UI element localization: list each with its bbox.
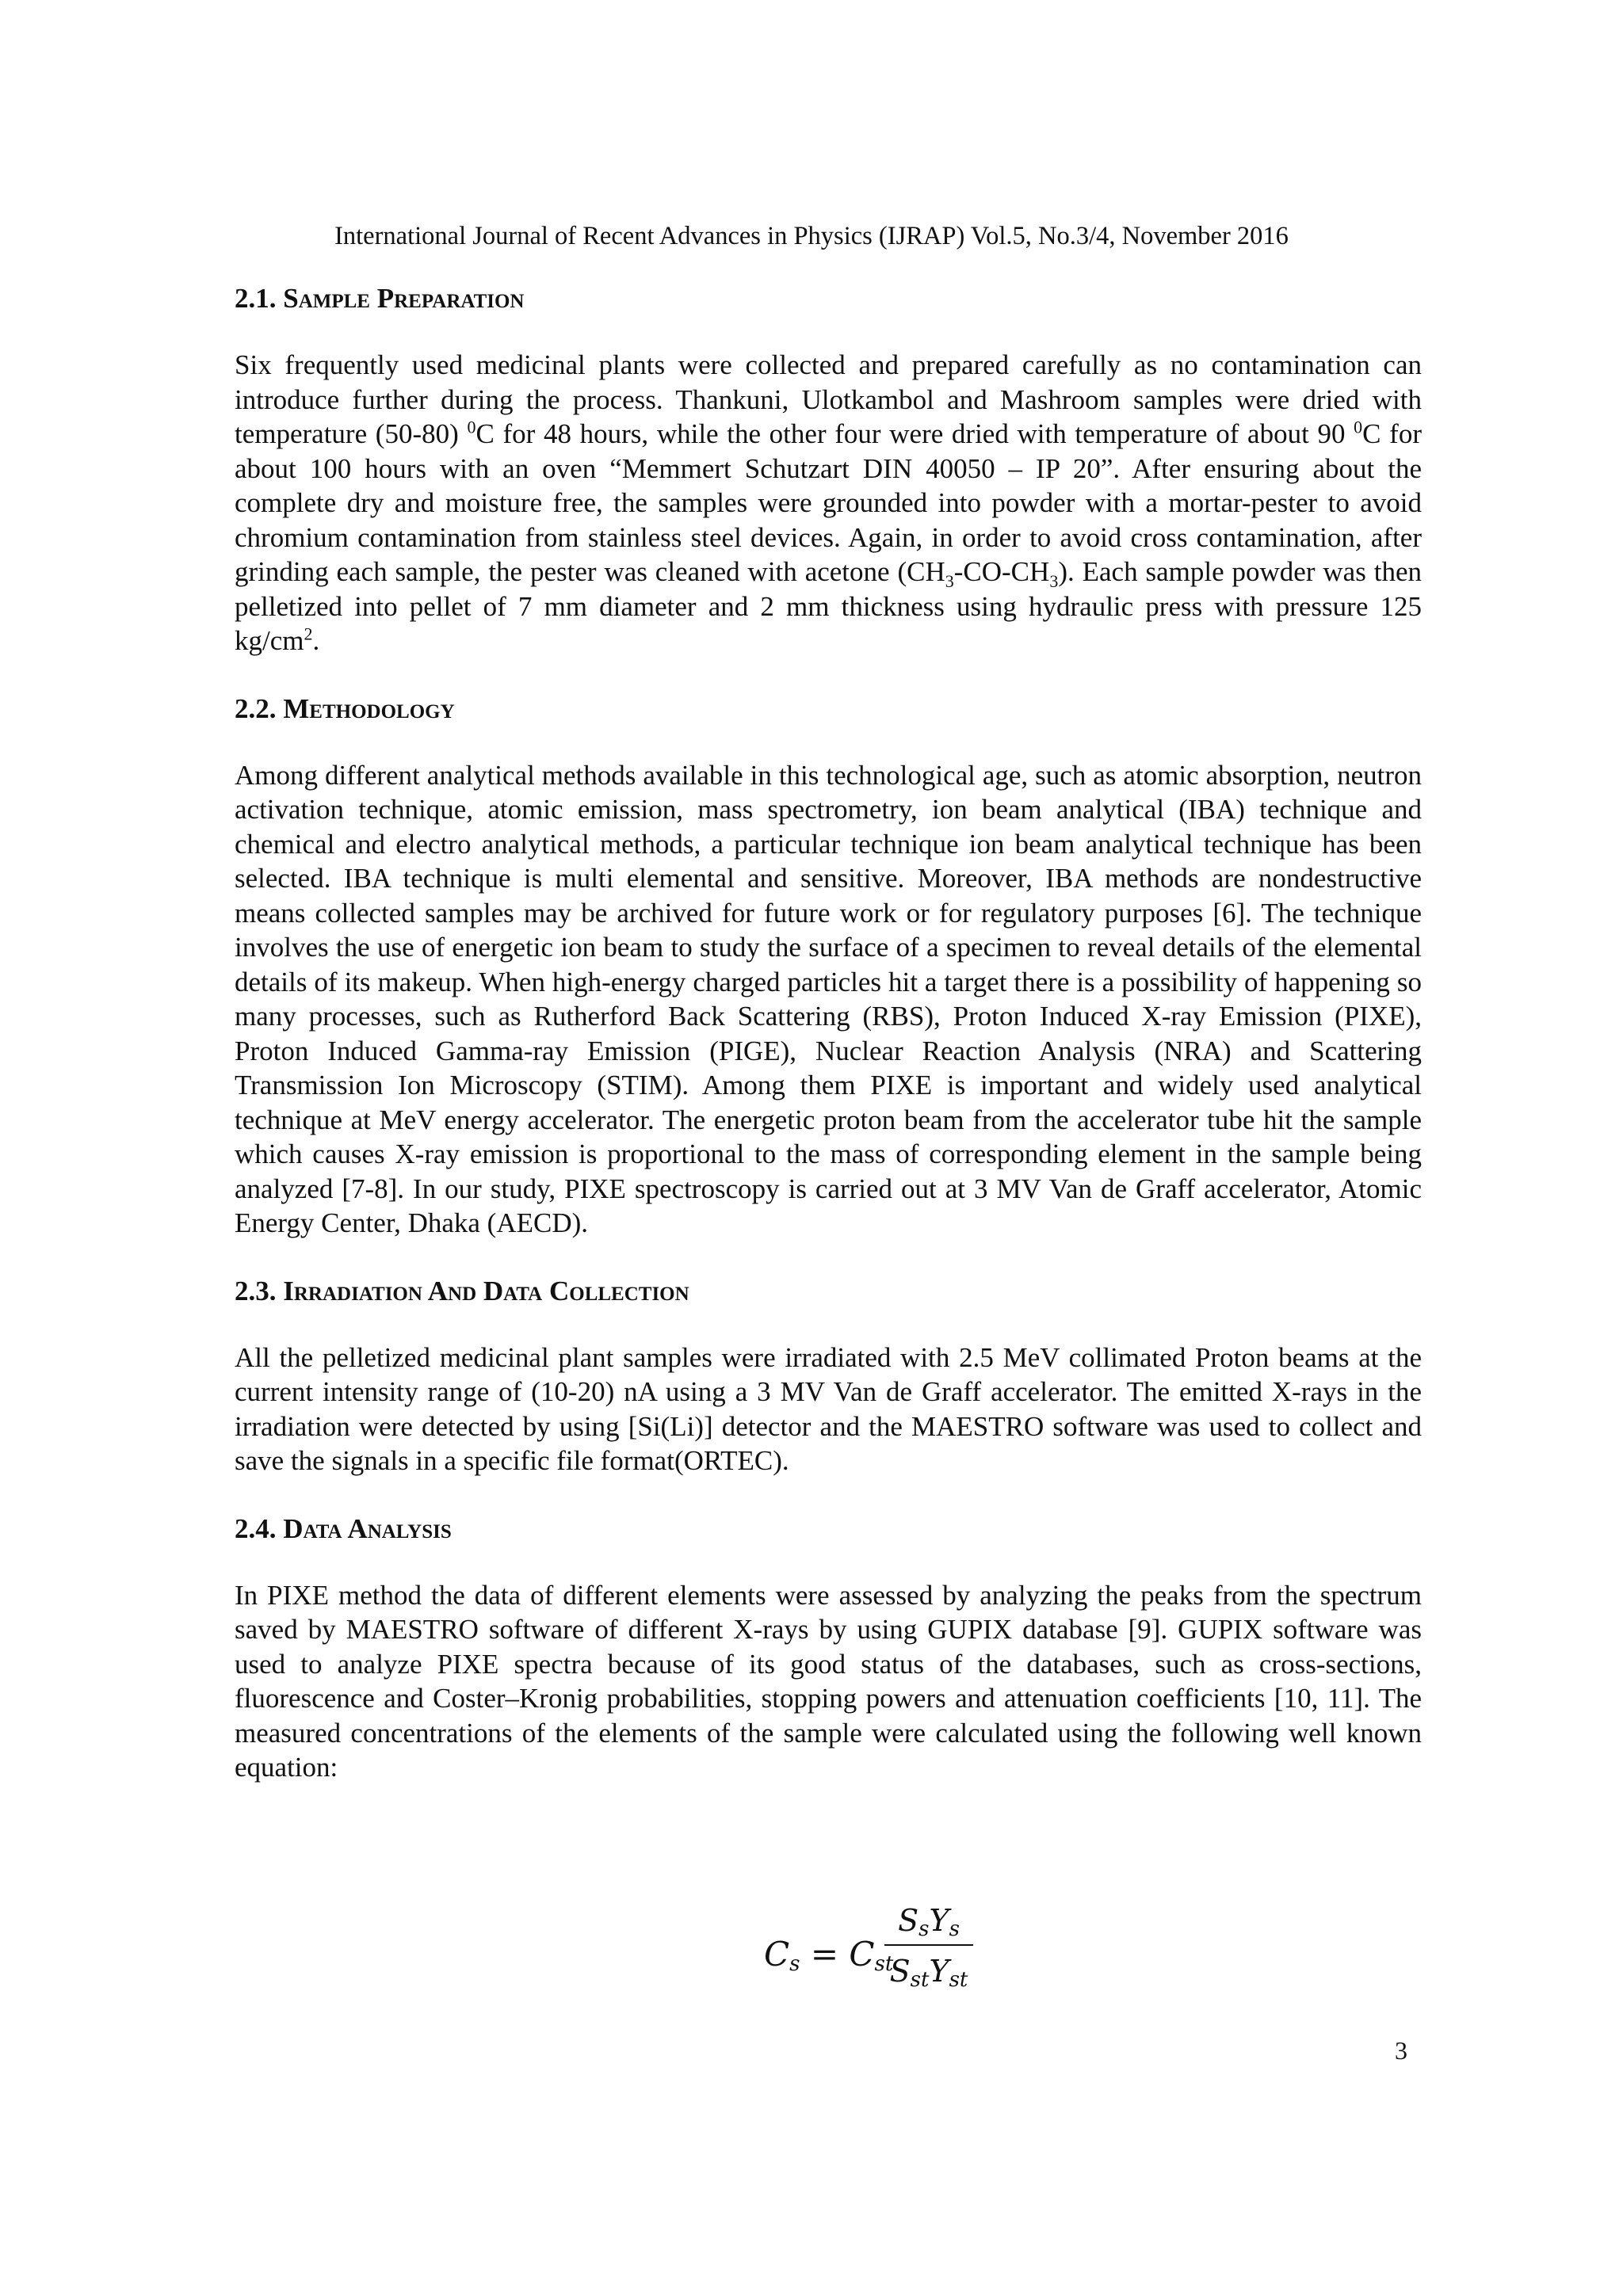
paragraph-methodology: Among different analytical methods available in this technological age, such as atomic absorption, neutron activation technique, atomic emission, mass spectrometry, ion beam analytical (IBA) technique and chemical and electro analytical methods, a particular technique ion beam analytical technique has been selected. IBA technique is multi elemental and sensitive. Moreover, IBA methods are nondestructive means collected samples may be archived for future work or for regulatory purposes [6]. The technique involves the use of energetic ion beam to study the surface of a specimen to reveal details of the elemental details of its makeup. When high-energy charged particles hit a target there is a possibility of happening so many processes, such as Rutherford Back Scattering (RBS), Proton Induced X-ray Emission (PIXE), Proton Induced Gamma-ray Emission (PIGE), Nuclear Reaction Analysis (NRA) and Scattering Transmission Ion Microscopy (STIM). Among them PIXE is important and widely used analytical technique at MeV energy accelerator. The energetic proton beam from the accelerator tube hit the sample which causes X-ray emission is proportional to the mass of corresponding element in the sample being analyzed [7-8]. In our study, PIXE spectroscopy is carried out at 3 MV Van de Graff accelerator, Atomic Energy Center, Dhaka (AECD). <box>235 759 1422 1238</box>
eq-symbol: C <box>849 1935 875 1974</box>
fraction-numerator <box>884 1900 973 1941</box>
superscript-degree: 0 <box>1354 417 1363 437</box>
subscript-three: 3 <box>1049 571 1059 591</box>
paragraph-data-analysis: In PIXE method the data of different elements were assessed by analyzing the peaks from the spectrum saved by MAESTRO software of different X-rays by using GUPIX database [9]. GUPIX software was used to analyze PIXE spectra because of its good status of the databases, such as cross-sections, fluorescence and Coster–Kronig probabilities, stopping powers and attenuation coefficients [10, 11]. The measured concentrations of the elements of the sample were calculated using the following well known equation: <box>235 1579 1422 1783</box>
section-heading-irradiation <box>235 1274 1422 1309</box>
text-run: C for 48 hours, while the other four were dried with temperature of about 90 <box>475 418 1354 449</box>
equation-fraction <box>884 1900 973 1992</box>
text-run: C for about 100 hours with an oven “Memmert Schutzart DIN 40050 – IP 20”. After ensuring about the complete dry and moisture free, the samples were grounded into powder with a mortar-pester to avoid chromium contamination from stainless steel devices. Again, in order to avoid cross contamination, after grinding each sample, the pester was cleaned with acetone (CH <box>235 418 1422 587</box>
section-number: 2.2. <box>235 692 277 724</box>
page-number: 3 <box>1395 2036 1407 2065</box>
superscript-two: 2 <box>304 624 313 644</box>
eq-subscript: st <box>910 1968 930 1992</box>
section-number: 2.4. <box>235 1512 277 1544</box>
concentration-equation <box>764 1900 970 1995</box>
section-title: Methodology <box>283 692 455 724</box>
section-heading-sample-preparation <box>235 281 1422 316</box>
subscript-three: 3 <box>945 571 954 591</box>
eq-symbol: Y <box>929 1903 949 1938</box>
equation-lhs <box>764 1935 893 1974</box>
text-run: -CO-CH <box>953 556 1050 587</box>
eq-subscript: st <box>949 1968 968 1992</box>
eq-equals: = <box>810 1935 839 1974</box>
text-run: . <box>312 625 320 656</box>
eq-symbol: Y <box>929 1954 949 1989</box>
page-content <box>235 281 1422 1785</box>
fraction-denominator <box>884 1951 973 1992</box>
eq-symbol: C <box>764 1935 790 1974</box>
section-number: 2.1. <box>235 283 277 314</box>
superscript-degree: 0 <box>467 417 476 437</box>
paragraph-sample-preparation <box>235 348 1422 658</box>
eq-subscript: s <box>789 1952 800 1976</box>
section-number: 2.3. <box>235 1275 277 1306</box>
eq-subscript: s <box>949 1917 960 1941</box>
eq-subscript: s <box>918 1917 930 1941</box>
text-run: ). Each sample powder was then pelletized into pellet of 7 mm diameter and 2 mm thickness using hydraulic press with pressure 125 kg/cm <box>235 556 1422 656</box>
running-header: International Journal of Recent Advances in Physics (IJRAP) Vol.5, No.3/4, November 2016 <box>334 222 1289 250</box>
eq-symbol: S <box>889 1954 911 1989</box>
eq-symbol: S <box>898 1903 919 1938</box>
section-heading-methodology <box>235 692 1422 727</box>
section-title: Data Analysis <box>283 1512 452 1544</box>
eq-subscript: st <box>874 1952 894 1976</box>
paragraph-irradiation: All the pelletized medicinal plant samples were irradiated with 2.5 MeV collimated Proton beams at the current intensity range of (10-20) nA using a 3 MV Van de Graff accelerator. The emitted X-rays in the irradiation were detected by using [Si(Li)] detector and the MAESTRO software was used to collect and save the signals in a specific file format(ORTEC). <box>235 1341 1422 1476</box>
fraction-bar <box>884 1944 973 1946</box>
section-heading-data-analysis <box>235 1512 1422 1547</box>
text-run: Six frequently used medicinal plants were collected and prepared carefully as no contamination can introduce further during the process. Thankuni, Ulotkambol and Mashroom samples were dried with temperature (50-80) <box>235 349 1422 449</box>
section-title: Irradiation And Data Collection <box>283 1275 689 1306</box>
section-title: Sample Preparation <box>283 283 525 314</box>
